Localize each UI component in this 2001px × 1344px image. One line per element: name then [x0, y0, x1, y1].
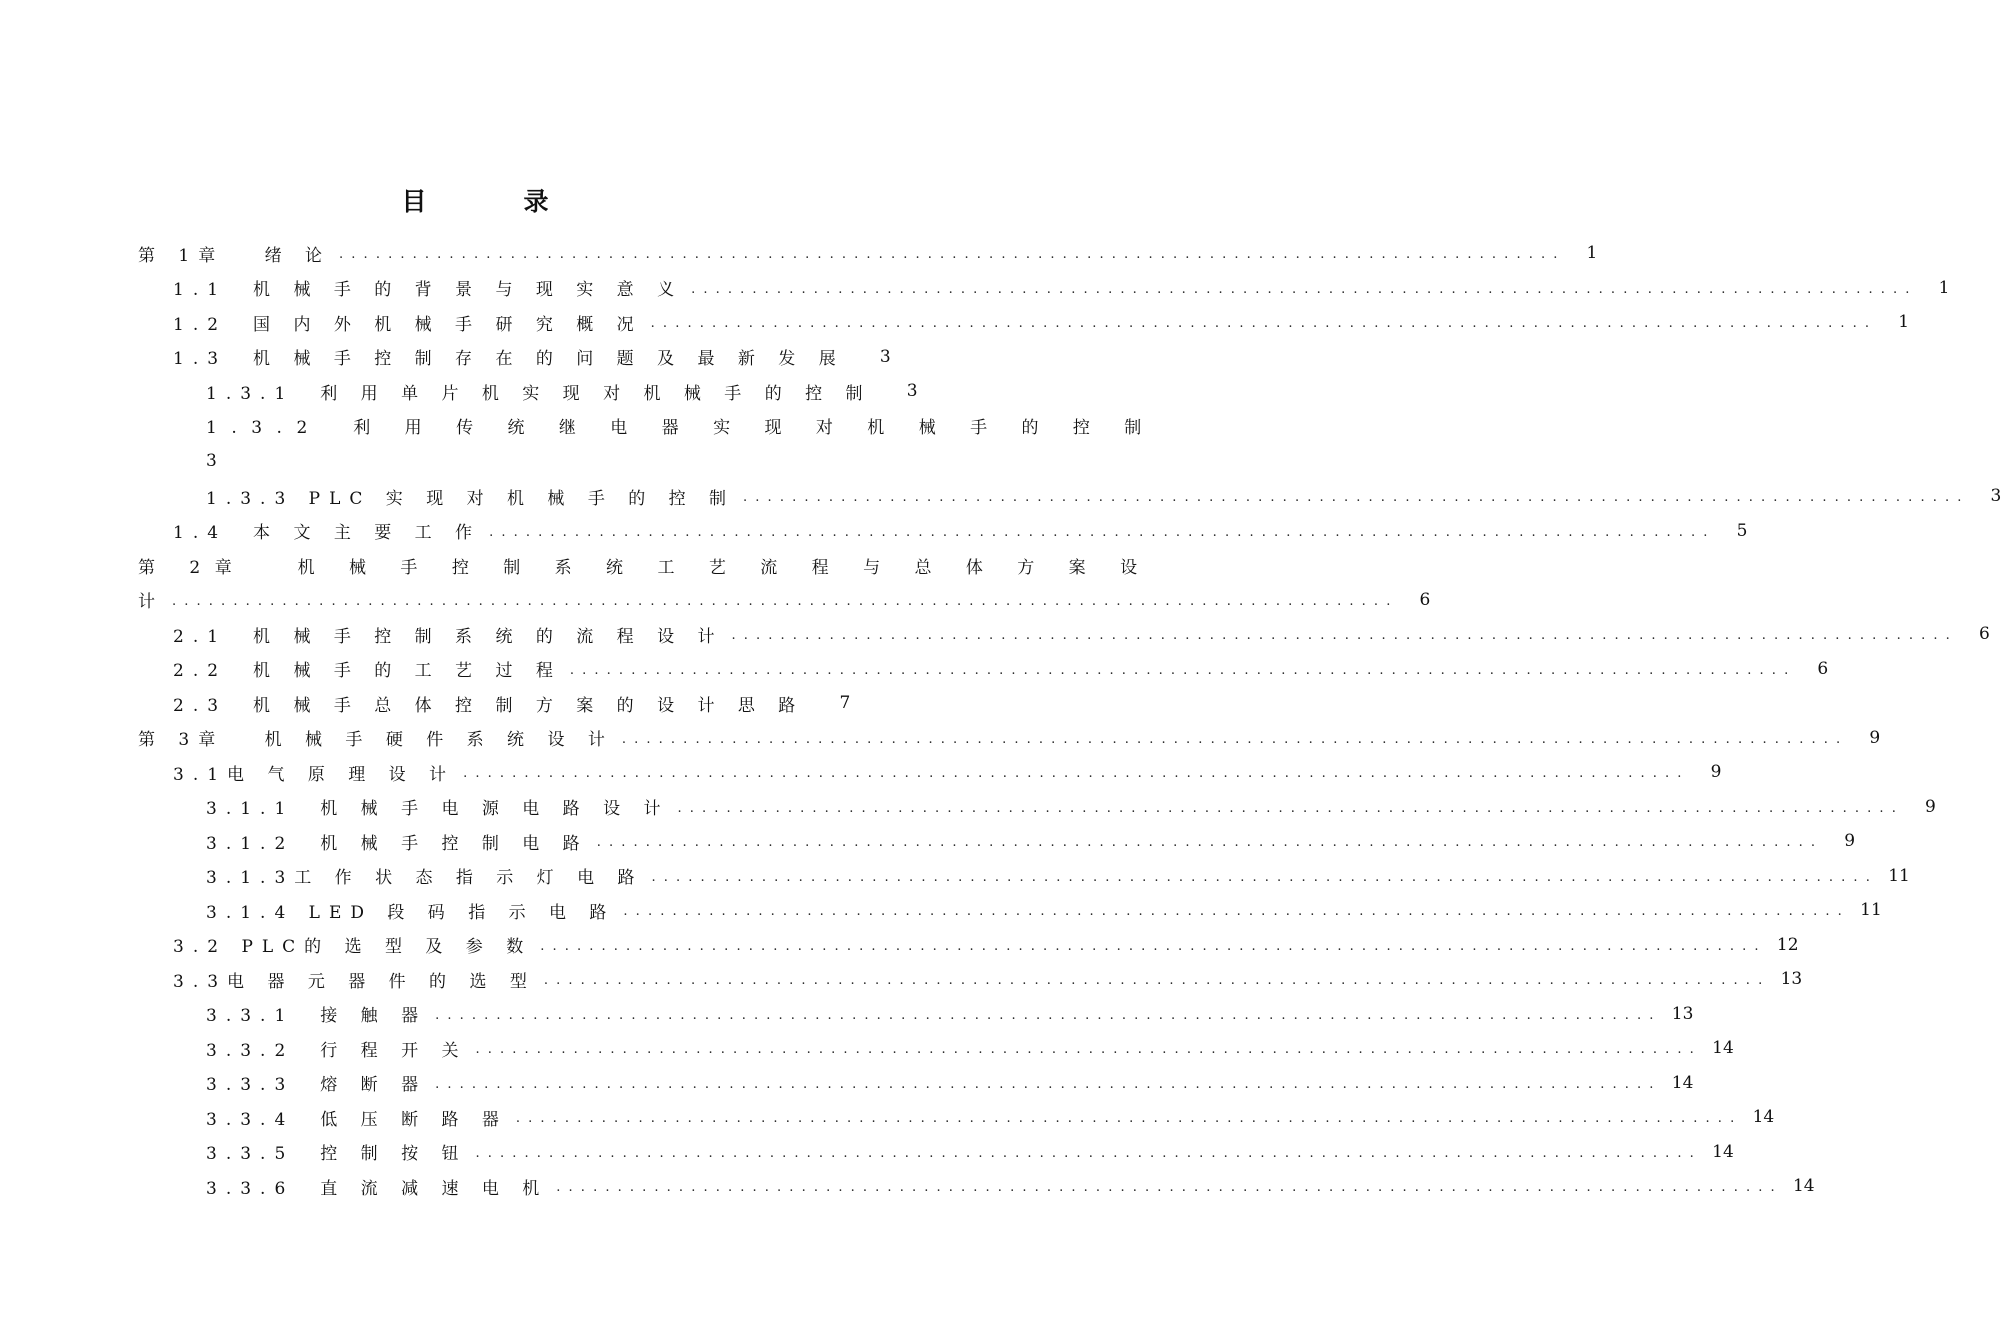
toc-entry-ch2-cont[interactable]	[138, 583, 1431, 618]
toc-entry-3-3-6[interactable]	[138, 1169, 1815, 1204]
toc-entry-page: 14	[1752, 1107, 1775, 1128]
toc-entry-page: 3	[1990, 486, 2001, 507]
toc-entry-page: 12	[1776, 934, 1799, 955]
toc-entry-page: 7	[839, 693, 851, 714]
toc-entry-page: 5	[1736, 520, 1748, 541]
toc-entry-1-3[interactable]	[138, 340, 891, 375]
toc-entry-page: 9	[1869, 727, 1881, 748]
dot-leader	[540, 935, 1760, 955]
dot-leader	[651, 312, 1871, 332]
toc-entry-page: 11	[1860, 900, 1882, 921]
toc-entry-page: 6	[1817, 658, 1829, 679]
toc-entry-page: 9	[1710, 762, 1722, 783]
toc-entry-label: 1.3.1 利 用 单 片 机 实 现 对 机 械 手 的 控 制	[206, 383, 872, 404]
toc-entry-label: 2.1 机 械 手 控 制 系 统 的 流 程 设 计	[173, 626, 724, 647]
toc-entry-3-3-3[interactable]	[138, 1066, 1694, 1101]
dot-leader	[435, 1073, 1655, 1093]
toc-entry-3-3-4[interactable]	[138, 1100, 1775, 1135]
dot-leader	[678, 797, 1898, 817]
toc-entry-1-1[interactable]	[138, 271, 1950, 306]
toc-entry-page: 6	[1979, 624, 1990, 645]
toc-entry-label: 1.2 国 内 外 机 械 手 研 究 概 况	[173, 314, 643, 335]
dot-leader	[172, 590, 1392, 610]
toc-entry-label-cont: 计	[138, 592, 164, 613]
toc-entry-page: 9	[1844, 831, 1856, 852]
dot-leader	[475, 1038, 1695, 1058]
toc-entry-3-1-4[interactable]	[138, 893, 1882, 928]
toc-entry-page: 13	[1780, 969, 1803, 990]
toc-entry-3-3[interactable]	[138, 962, 1803, 997]
toc-entry-label: 第 2章 机 械 手 控 制 系 统 工 艺 流 程 与 总 体 方 案 设	[138, 557, 1152, 578]
toc-entry-ch1[interactable]	[138, 236, 1598, 271]
toc-entry-2-3[interactable]	[138, 686, 851, 721]
table-of-contents	[138, 236, 2001, 1204]
dot-leader	[489, 521, 1709, 541]
dot-leader	[339, 243, 1559, 263]
toc-entry-1-3-2[interactable]	[138, 409, 1156, 444]
toc-entry-label: 3.1.4 LED 段 码 指 示 电 路	[206, 902, 616, 923]
toc-entry-page: 6	[1419, 589, 1431, 610]
dot-leader	[691, 278, 1911, 298]
toc-entry-label: 3.3.5 控 制 按 钮	[206, 1144, 468, 1165]
toc-entry-page: 14	[1671, 1072, 1694, 1093]
toc-entry-page: 14	[1712, 1038, 1734, 1059]
toc-entry-page: 3	[906, 381, 918, 402]
toc-entry-page: 1	[1898, 312, 1910, 333]
toc-entry-1-2[interactable]	[138, 305, 1910, 340]
toc-entry-page: 1	[1586, 243, 1598, 264]
toc-entry-label: 第 3章 机 械 手 硬 件 系 统 设 计	[138, 730, 614, 751]
toc-entry-label: 1.3 机 械 手 控 制 存 在 的 问 题 及 最 新 发 展	[173, 349, 845, 370]
toc-entry-2-2[interactable]	[138, 652, 1829, 687]
toc-entry-3-3-2[interactable]	[138, 1031, 1734, 1066]
dot-leader	[623, 900, 1843, 920]
toc-entry-label: 1.3.2 利 用 传 统 继 电 器 实 现 对 机 械 手 的 控 制	[206, 418, 1156, 439]
toc-entry-1-3-2-page-line[interactable]	[138, 443, 818, 479]
dot-leader	[556, 1176, 1776, 1196]
toc-entry-page: 14	[1792, 1176, 1815, 1197]
toc-entry-3-2[interactable]	[138, 928, 1799, 963]
toc-entry-label: 3.3.4 低 压 断 路 器	[206, 1109, 508, 1130]
toc-entry-1-3-3[interactable]	[138, 479, 2001, 514]
toc-entry-page: 3	[206, 451, 217, 471]
toc-entry-3-1[interactable]	[138, 755, 1722, 790]
toc-entry-label: 2.2 机 械 手 的 工 艺 过 程	[173, 661, 562, 682]
toc-entry-1-4[interactable]	[138, 514, 1748, 549]
toc-entry-label: 2.3 机 械 手 总 体 控 制 方 案 的 设 计 思 路	[173, 695, 805, 716]
toc-entry-label: 3.2 PLC的 选 型 及 参 数	[173, 937, 533, 958]
toc-entry-page: 14	[1712, 1141, 1734, 1162]
toc-entry-label: 3.1.1 机 械 手 电 源 电 路 设 计	[206, 799, 670, 820]
dot-leader	[652, 866, 1872, 886]
toc-entry-label: 1.1 机 械 手 的 背 景 与 现 实 意 义	[173, 280, 684, 301]
toc-entry-label: 1.4 本 文 主 要 工 作	[173, 523, 482, 544]
dot-leader	[544, 969, 1764, 989]
toc-entry-1-3-1[interactable]	[138, 374, 918, 409]
toc-entry-label: 3.3.6 直 流 减 速 电 机	[206, 1178, 549, 1199]
toc-entry-3-1-3[interactable]	[138, 859, 1910, 894]
dot-leader	[743, 486, 1963, 506]
toc-entry-ch3[interactable]	[138, 721, 1881, 756]
dot-leader	[731, 624, 1951, 644]
dot-leader	[463, 762, 1683, 782]
toc-entry-3-3-5[interactable]	[138, 1135, 1734, 1170]
toc-entry-page: 3	[879, 346, 891, 367]
toc-entry-2-1[interactable]	[138, 617, 1990, 652]
toc-entry-page: 11	[1888, 865, 1910, 886]
toc-entry-3-1-1[interactable]	[138, 790, 1936, 825]
toc-entry-page: 1	[1938, 277, 1950, 298]
toc-entry-3-3-1[interactable]	[138, 997, 1694, 1032]
dot-leader	[435, 1004, 1655, 1024]
toc-entry-label: 3.3.2 行 程 开 关	[206, 1040, 468, 1061]
toc-entry-page: 13	[1671, 1003, 1694, 1024]
dot-leader	[622, 728, 1842, 748]
toc-entry-label: 1.3.3 PLC 实 现 对 机 械 手 的 控 制	[206, 488, 736, 509]
toc-entry-ch2[interactable]	[138, 548, 1152, 583]
toc-entry-label: 第 1章 绪 论	[138, 245, 332, 266]
toc-entry-label: 3.1.3工 作 状 态 指 示 灯 电 路	[206, 868, 644, 889]
toc-entry-label: 3.3电 器 元 器 件 的 选 型	[173, 971, 536, 992]
toc-entry-page: 9	[1925, 796, 1936, 817]
toc-entry-label: 3.1电 气 原 理 设 计	[173, 764, 456, 785]
dot-leader	[475, 1142, 1695, 1162]
toc-entry-label: 3.1.2 机 械 手 控 制 电 路	[206, 833, 589, 854]
dot-leader	[597, 831, 1817, 851]
toc-entry-label: 3.3.1 接 触 器	[206, 1006, 428, 1027]
toc-entry-label: 3.3.3 熔 断 器	[206, 1075, 428, 1096]
dot-leader	[516, 1107, 1736, 1127]
toc-entry-3-1-2[interactable]	[138, 824, 1856, 859]
toc-title: 目 录	[401, 187, 585, 216]
dot-leader	[570, 659, 1790, 679]
